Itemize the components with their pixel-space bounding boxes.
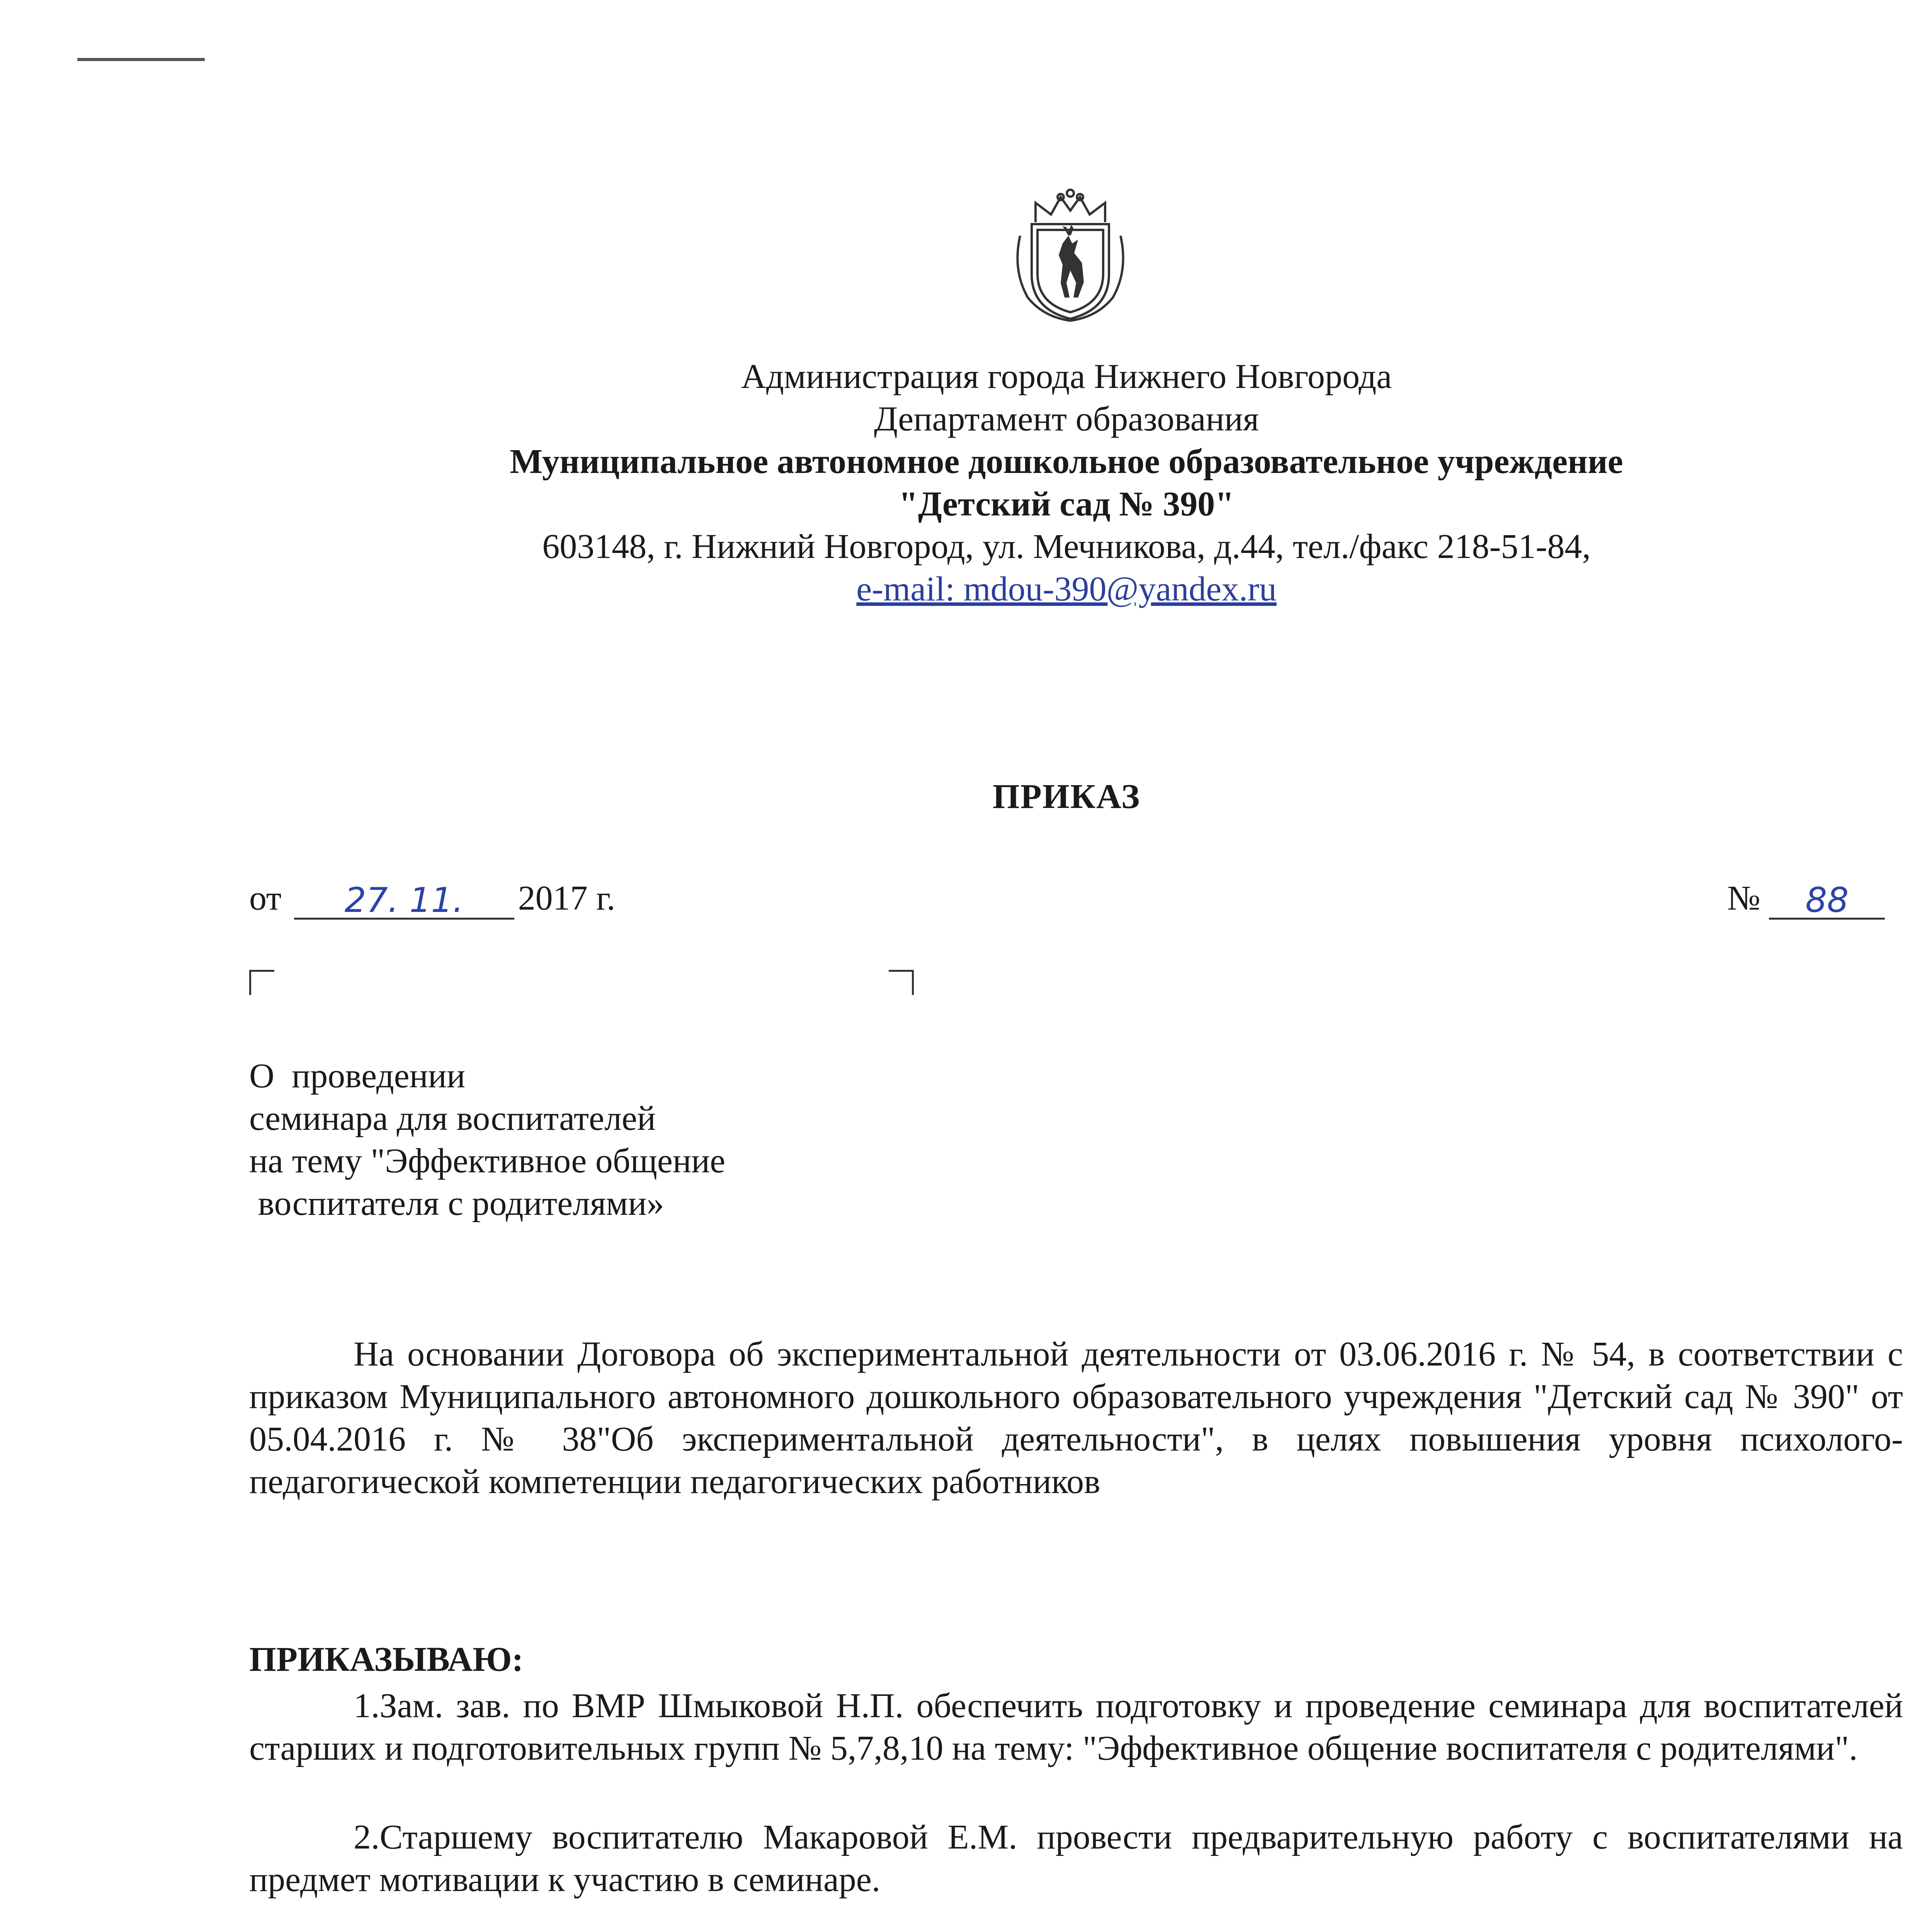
subject-bracket-right bbox=[889, 970, 914, 995]
subject-line: О проведении bbox=[249, 1057, 466, 1095]
department-line: Департамент образования bbox=[874, 400, 1259, 438]
order-item-2: 2.Старшему воспитателю Макаровой Е.М. провести предварительную работу с воспитателями на предмет мотивации к участию в семинаре. bbox=[249, 1818, 1903, 1899]
coat-of-arms-icon bbox=[1005, 182, 1136, 325]
subject-line: воспитателя с родителями» bbox=[249, 1184, 664, 1223]
subject-line: семинара для воспитателей bbox=[249, 1099, 656, 1138]
order-directive: ПРИКАЗЫВАЮ: bbox=[249, 1640, 524, 1679]
organization-name: Муниципальное автономное дошкольное образовательное учреждение bbox=[510, 442, 1623, 481]
number-blank bbox=[1769, 879, 1885, 920]
date-line bbox=[249, 877, 615, 920]
date-prefix: от bbox=[249, 879, 282, 917]
preamble-paragraph: На основании Договора об экспериментальной деятельности от 03.06.2016 г. № 54, в соответствии с приказом Муниципального автономного дошкольного образовательного учреждения "Детский сад № 390" от 05.04.2016 г. № 38"Об экспериментальной деятельности", в целях повышения уровня психолого-педагогической компетенции педагогических работников bbox=[249, 1335, 1903, 1501]
email-link[interactable]: e-mail: mdou-390@yandex.ru bbox=[856, 570, 1277, 608]
order-subject bbox=[249, 1055, 1177, 1225]
organization-short-name: "Детский сад № 390" bbox=[898, 485, 1235, 523]
number-sign: № bbox=[1727, 879, 1760, 917]
address-line: 603148, г. Нижний Новгород, ул. Мечникова, д.44, тел./факс 218-51-84, bbox=[542, 527, 1591, 566]
subject-line: на тему "Эффективное общение bbox=[249, 1142, 726, 1180]
subject-bracket-left bbox=[249, 970, 274, 995]
order-number-line bbox=[1727, 877, 1885, 920]
date-year: 2017 г. bbox=[518, 879, 616, 917]
document-title: ПРИКАЗ bbox=[992, 777, 1141, 816]
handwritten-date: 27. 11. bbox=[344, 880, 464, 920]
order-item-1: 1.Зам. зав. по ВМР Шмыковой Н.П. обеспечить подготовку и проведение семинара для воспитателей старших и подготовительных групп № 5,7,8,10 на тему: "Эффективное общение воспитателя с родителями". bbox=[249, 1687, 1903, 1767]
administration-line: Администрация города Нижнего Новгорода bbox=[741, 357, 1392, 396]
scan-corner-mark bbox=[77, 58, 205, 61]
date-blank bbox=[294, 879, 514, 920]
document-header bbox=[116, 355, 1932, 611]
handwritten-number: 88 bbox=[1805, 880, 1849, 920]
